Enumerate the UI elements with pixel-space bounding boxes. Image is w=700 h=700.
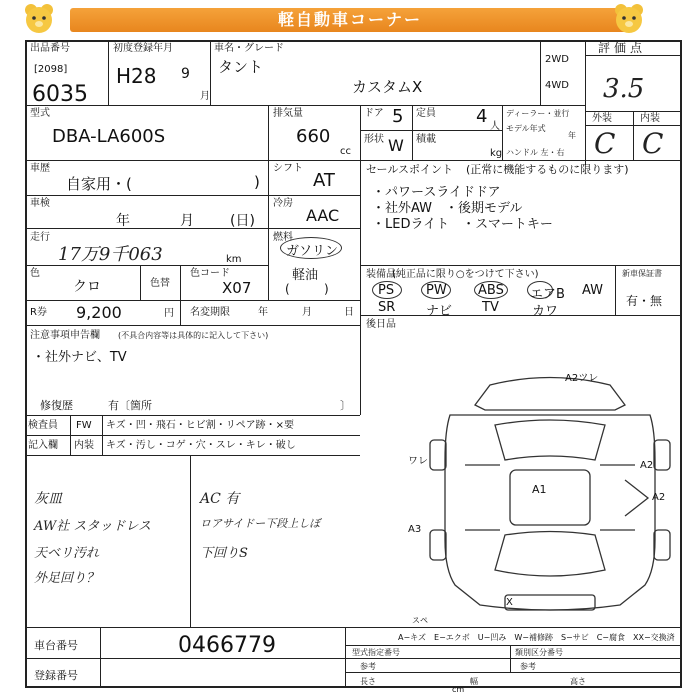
damage-label: A2 <box>640 460 654 471</box>
sales-points-note: (正常に機能するものに限ります) <box>466 163 629 176</box>
equipment-abs: ABS <box>478 283 504 298</box>
note-row-interior: 内装 <box>74 440 94 451</box>
equipment-ps: PS <box>378 283 395 298</box>
dim-unit: cm <box>452 685 465 694</box>
mileage-label: 走行 <box>30 232 50 243</box>
handwritten-note: 下回りS <box>200 546 248 561</box>
body-type-value: W <box>388 136 404 155</box>
color-code: X07 <box>222 279 252 297</box>
damage-diagram <box>420 370 680 620</box>
dim-width: 幅 <box>470 677 478 686</box>
repair-close: 〕 <box>340 399 351 412</box>
warranty-value: 有・無 <box>626 294 663 308</box>
equipment-navi: ナビ <box>426 304 453 319</box>
handwritten-note: 外足回り？ <box>34 571 100 586</box>
damage-label: ワレ <box>408 456 428 467</box>
notes-sublabel: (不具合内容等は具体的に記入して下さい) <box>118 331 269 340</box>
first-registration-month: 9 <box>181 66 190 82</box>
history-close: ) <box>254 173 260 191</box>
interior-grade: C <box>642 127 664 160</box>
exterior-grade: C <box>594 127 616 160</box>
name-change-month: 月 <box>302 307 312 318</box>
repair-label: 修復歴 <box>40 399 73 412</box>
model-year-unit: 年 <box>568 131 576 140</box>
fuel-label: 燃料 <box>273 232 293 243</box>
equipment-tv: TV <box>482 300 499 315</box>
sales-point-item: ・パワースライドドア <box>372 185 501 200</box>
shift-value: AT <box>313 170 335 191</box>
notes-label: 注意事項申告欄 <box>30 330 100 341</box>
recycle-label: R券 <box>30 307 47 318</box>
doors-value: 5 <box>392 106 404 127</box>
color-value: クロ <box>73 279 101 295</box>
fuel-diesel: 軽油 <box>292 268 319 283</box>
load-label: 積載 <box>416 134 436 145</box>
drive-4wd: 4WD <box>545 80 569 91</box>
chassis-label: 車台番号 <box>34 639 78 652</box>
history-label: 車歴 <box>30 163 50 174</box>
repair-value: 有〔箇所 <box>108 399 152 412</box>
dealer-label: ディーラー・並行 <box>506 109 570 118</box>
note-row-label: 記入欄 <box>28 440 58 451</box>
equipment-leather: カワ <box>532 304 559 319</box>
doors-label: ドア <box>364 108 384 119</box>
dim-length: 長さ <box>360 677 376 686</box>
damage-label: A1 <box>532 483 547 496</box>
displacement-label: 排気量 <box>273 108 303 119</box>
bear-mascot-right-icon <box>612 2 646 36</box>
recycle-value: 9,200 <box>76 303 122 322</box>
displacement-unit: cc <box>340 146 351 157</box>
handwritten-note: AW社 スタッドレス <box>34 519 151 534</box>
class-number-sub: 参考 <box>520 662 536 671</box>
damage-label: A2 <box>652 492 666 503</box>
lot-prefix: [2098] <box>34 64 68 75</box>
model-designation-label: 型式指定番号 <box>352 648 400 657</box>
inspection-day: (日) <box>230 213 255 229</box>
color-change-label: 色替 <box>150 278 170 289</box>
name-change-year: 年 <box>258 307 268 318</box>
header <box>0 0 700 38</box>
equipment-label: 装備品 <box>366 269 396 280</box>
damage-label: X <box>506 597 513 608</box>
displacement-value: 660 <box>296 126 331 147</box>
equipment-note: (純正品に限り○をつけて下さい) <box>392 269 539 280</box>
fuel-gasoline: ガソリン <box>286 244 339 259</box>
class-number-label: 類別区分番号 <box>515 648 563 657</box>
equipment-sr: SR <box>378 300 396 315</box>
warranty-label: 新車保証書 <box>622 269 662 278</box>
mileage-value: 17万9千063 <box>58 244 163 265</box>
damage-label: A3 <box>408 524 422 535</box>
handwritten-note: ロアサイドー下段上しぼ <box>200 517 321 530</box>
aircon-value: AAC <box>306 206 340 225</box>
sales-point-item: ・LEDライト ・スマートキー <box>372 217 553 232</box>
color-code-label: 色コード <box>190 268 230 279</box>
handwritten-note: 天ベリ汚れ <box>34 546 100 561</box>
load-unit: kg <box>490 148 503 159</box>
lot-number-label: 出品番号 <box>30 43 70 54</box>
score-label: 評価点 <box>598 41 647 55</box>
notes-value: ・社外ナビ、TV <box>32 350 127 365</box>
lot-number: 6035 <box>32 82 88 107</box>
equipment-airbag: エアB <box>530 287 565 302</box>
body-type-label: 形状 <box>364 134 384 145</box>
note-row-items: キズ・汚し・コゲ・穴・スレ・キレ・破し <box>106 440 296 451</box>
color-label: 色 <box>30 268 40 279</box>
car-grade: カスタムX <box>352 78 423 96</box>
registration-label: 登録番号 <box>34 669 78 682</box>
aircon-label: 冷房 <box>273 198 293 209</box>
damage-label: スペ <box>412 616 428 625</box>
inspection-label: 車検 <box>30 198 50 209</box>
name-change-day: 日 <box>344 307 354 318</box>
fuel-paren: ( ) <box>285 282 329 296</box>
interior-label: 内装 <box>640 113 660 124</box>
mileage-unit: km <box>226 254 242 265</box>
inspector-fw: FW <box>76 420 92 431</box>
car-name-label: 車名・グレード <box>214 43 284 54</box>
inspector-label: 検査員 <box>28 420 58 431</box>
score-value: 3.5 <box>603 74 645 104</box>
name-change-label: 名変期限 <box>190 307 230 318</box>
first-registration-label: 初度登録年月 <box>113 43 173 54</box>
model-designation-sub: 参考 <box>360 662 376 671</box>
header-banner <box>70 8 630 32</box>
damage-legend: A−キズ E−エクボ U−凹み W−補修跡 S−サビ C−腐食 XX−交換済 <box>398 633 675 642</box>
shift-label: シフト <box>273 163 303 174</box>
handwritten-note: 灰皿 <box>34 491 62 507</box>
equipment-aw: AW <box>582 283 604 298</box>
inspection-year: 年 <box>116 213 130 229</box>
after-items-label: 後日品 <box>366 319 396 330</box>
sales-points-label: セールスポイント <box>366 163 454 176</box>
model-label: 型式 <box>30 108 50 119</box>
capacity-label: 定員 <box>416 108 436 119</box>
chassis-number: 0466779 <box>178 633 276 658</box>
drive-2wd: 2WD <box>545 54 569 65</box>
capacity-unit: 人 <box>490 121 500 132</box>
month-unit: 月 <box>200 91 210 102</box>
history-value: 自家用・( <box>66 175 132 193</box>
sales-point-item: ・社外AW ・後期モデル <box>372 201 523 216</box>
exterior-label: 外装 <box>592 113 612 124</box>
handle-label: ハンドル 左・右 <box>506 148 565 157</box>
bear-mascot-left-icon <box>22 2 56 36</box>
dim-height: 高さ <box>570 677 586 686</box>
recycle-unit: 円 <box>164 308 174 319</box>
damage-label: A2ツレ <box>565 373 599 384</box>
model-year-label: モデル年式 <box>506 124 546 133</box>
page-title: 軽自動車コーナー <box>277 10 422 29</box>
equipment-pw: PW <box>426 283 447 298</box>
inspector-items: キズ・凹・飛石・ヒビ割・リペア跡・×要 <box>106 420 294 431</box>
first-registration-year: H28 <box>116 64 157 88</box>
handwritten-note: AC 有 <box>200 491 240 507</box>
car-name: タント <box>218 58 264 76</box>
model-value: DBA-LA600S <box>52 126 166 147</box>
capacity-value: 4 <box>476 106 488 127</box>
inspection-month: 月 <box>180 213 194 229</box>
